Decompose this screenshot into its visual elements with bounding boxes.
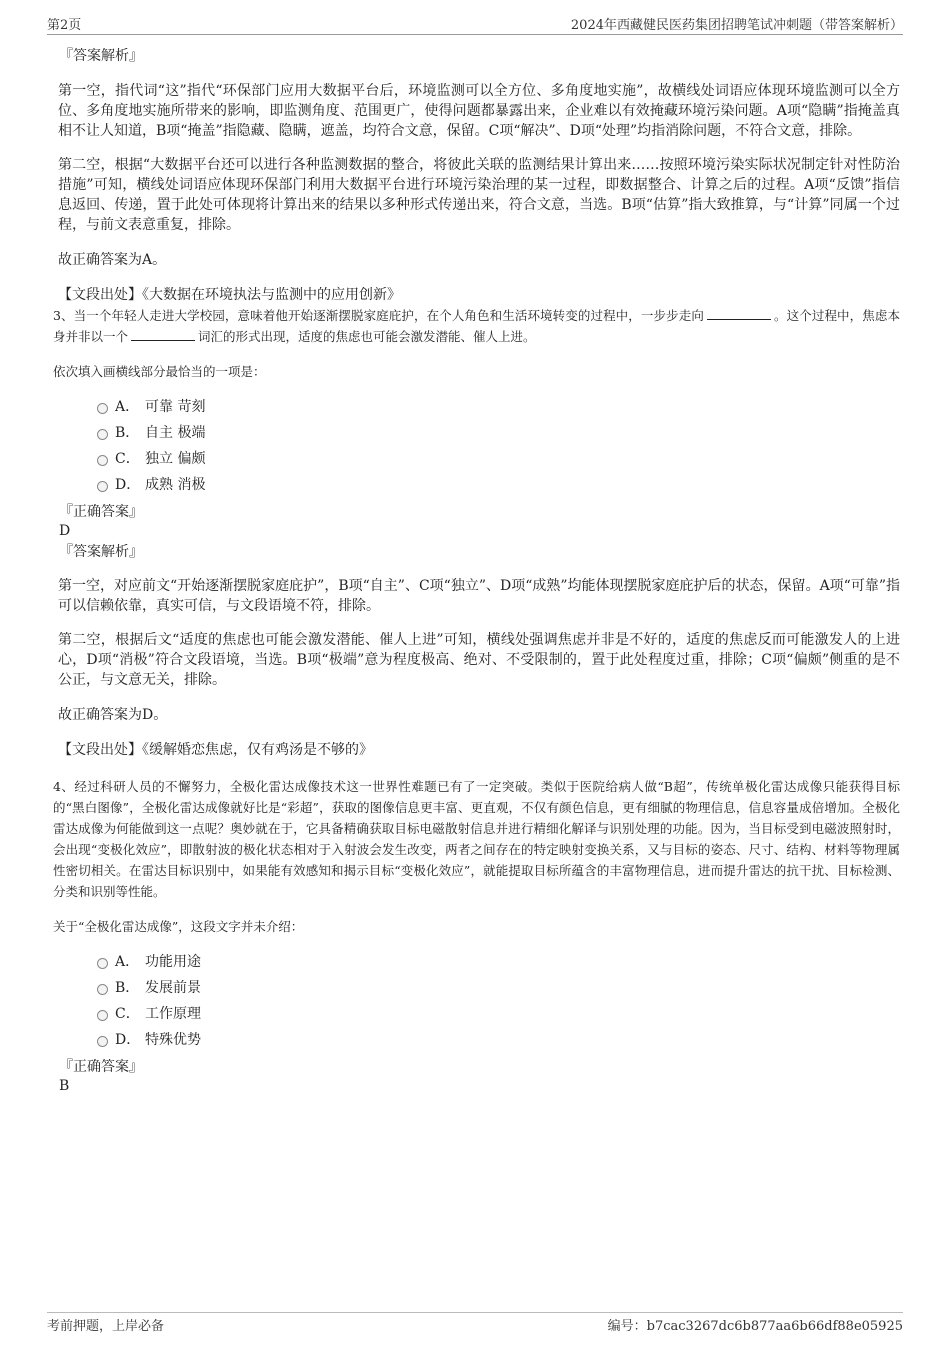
question-3-stem (53, 305, 900, 347)
analysis-paragraph: 第一空，指代词“这”指代“环保部门应用大数据平台后，环境监测可以全方位、多角度地实施”，故横线处词语应体现环境监测可以全方位、多角度地实施所带来的影响，即监测角度、范围更广，使得问题都暴露出来，企业难以有效掩藏环境污染问题。A项“隐瞒”指掩盖真相不让人知道，B项“掩盖”指隐藏、隐瞒，遮盖，均符合文意，保留。C项“解决”、D项“处理”均指消除问题，不符合文意，排除。 (58, 83, 900, 139)
question-4-prompt: 关于“全极化雷达成像”，这段文字并未介绍： (53, 919, 304, 934)
option-b[interactable]: B． 发展前景 (55, 975, 900, 1001)
source-citation: 【文段出处】《大数据在环境执法与监测中的应用创新》 (58, 287, 401, 303)
radio-button[interactable] (97, 1010, 108, 1021)
option-d[interactable]: D． 特殊优势 (55, 1027, 900, 1053)
option-d[interactable]: D． 成熟 消极 (55, 472, 900, 498)
source-citation: 【文段出处】《缓解婚恋焦虑，仅有鸡汤是不够的》 (58, 742, 373, 758)
footer-slogan: 考前押题，上岸必备 (47, 1319, 165, 1334)
question-3-options (55, 394, 900, 498)
analysis-paragraph: 第二空，根据后文“适度的焦虑也可能会激发潜能、催人上进”可知，横线处强调焦虑并非是不好的，适度的焦虑反而可能激发人的上进心，D项“消极”符合文段语境，当选。B项“极端”意为程度极高、绝对、不受限制的，置于此处程度过重，排除；C项“偏颇”侧重的是不公正，与文意无关，排除。 (58, 632, 900, 688)
page-number: 第2页 (47, 18, 82, 33)
analysis-heading: 『答案解析』 (59, 544, 143, 560)
radio-button[interactable] (97, 455, 108, 466)
correct-answer: B (59, 1078, 70, 1094)
correct-answer-heading: 『正确答案』 (59, 1059, 143, 1075)
question-3-prompt: 依次填入画横线部分最恰当的一项是： (53, 364, 266, 379)
blank-line (131, 328, 195, 341)
document-id: 编号：b7cac3267dc6b877aa6b66df88e05925 (607, 1319, 903, 1334)
question-3-text-b: 。这个过程中，焦虑本身并非以一个 (53, 308, 900, 344)
page-header (47, 12, 903, 35)
option-b[interactable]: B． 自主 极端 (55, 420, 900, 446)
radio-button[interactable] (97, 429, 108, 440)
option-c[interactable]: C． 工作原理 (55, 1001, 900, 1027)
conclusion-text: 故正确答案为A。 (58, 252, 167, 268)
correct-answer-heading: 『正确答案』 (59, 504, 143, 520)
page-footer (47, 1312, 903, 1335)
option-c[interactable]: C． 独立 偏颇 (55, 446, 900, 472)
option-a[interactable]: A． 功能用途 (55, 949, 900, 975)
document-title: 2024年西藏健民医药集团招聘笔试冲刺题（带答案解析） (570, 18, 903, 33)
conclusion-text: 故正确答案为D。 (58, 707, 168, 723)
correct-answer: D (59, 523, 71, 539)
analysis-paragraph: 第二空，根据“大数据平台还可以进行各种监测数据的整合，将彼此关联的监测结果计算出来……按照环境污染实际状况制定针对性防治措施”可知，横线处词语应体现环保部门利用大数据平台进行环境污染治理的某一过程，即数据整合、计算之后的过程。A项“反馈”指信息返回、传递，置于此处可体现将计算出来的结果以多种形式传递出来，符合文意，当选。B项“估算”指大致推算，与“计算”同属一个过程，与前文表意重复，排除。 (58, 157, 900, 233)
blank-line (707, 307, 771, 320)
analysis-paragraph: 第一空，对应前文“开始逐渐摆脱家庭庇护”，B项“自主”、C项“独立”、D项“成熟”均能体现摆脱家庭庇护后的状态，保留。A项“可靠”指可以信赖依靠，真实可信，与文段语境不符，排除。 (58, 578, 900, 614)
radio-button[interactable] (97, 481, 108, 492)
radio-button[interactable] (97, 958, 108, 969)
radio-button[interactable] (97, 984, 108, 995)
question-4-options (55, 949, 900, 1053)
question-3-text-a: 3、当一个年轻人走进大学校园，意味着他开始逐渐摆脱家庭庇护，在个人角色和生活环境转变的过程中，一步步走向 (53, 308, 704, 323)
page-content (55, 44, 900, 1095)
radio-button[interactable] (97, 403, 108, 414)
analysis-heading: 『答案解析』 (59, 48, 143, 64)
question-4-stem: 4、经过科研人员的不懈努力，全极化雷达成像技术这一世界性难题已有了一定突破。类似于医院给病人做“B超”，传统单极化雷达成像只能获得目标的“黑白图像”，全极化雷达成像就好比是“彩超”，获取的图像信息更丰富、更直观，不仅有颜色信息，更有细腻的物理信息，信息容量成倍增加。全极化雷达成像为何能做到这一点呢？奥妙就在于，它具备精确获取目标电磁散射信息并进行精细化解译与识别处理的功能。因为，当目标受到电磁波照射时，会出现“变极化效应”，即散射波的极化状态相对于入射波会发生改变，两者之间存在的特定映射变换关系，又与目标的姿态、尺寸、结构、材料等物理属性密切相关。在雷达目标识别中，如果能有效感知和揭示目标“变极化效应”，就能提取目标所蕴含的丰富物理信息，进而提升雷达的抗干扰、目标检测、分类和识别等性能。 (53, 779, 900, 899)
option-a[interactable]: A． 可靠 苛刻 (55, 394, 900, 420)
radio-button[interactable] (97, 1036, 108, 1047)
question-3-text-c: 词汇的形式出现，适度的焦虑也可能会激发潜能、催人上进。 (198, 329, 536, 344)
